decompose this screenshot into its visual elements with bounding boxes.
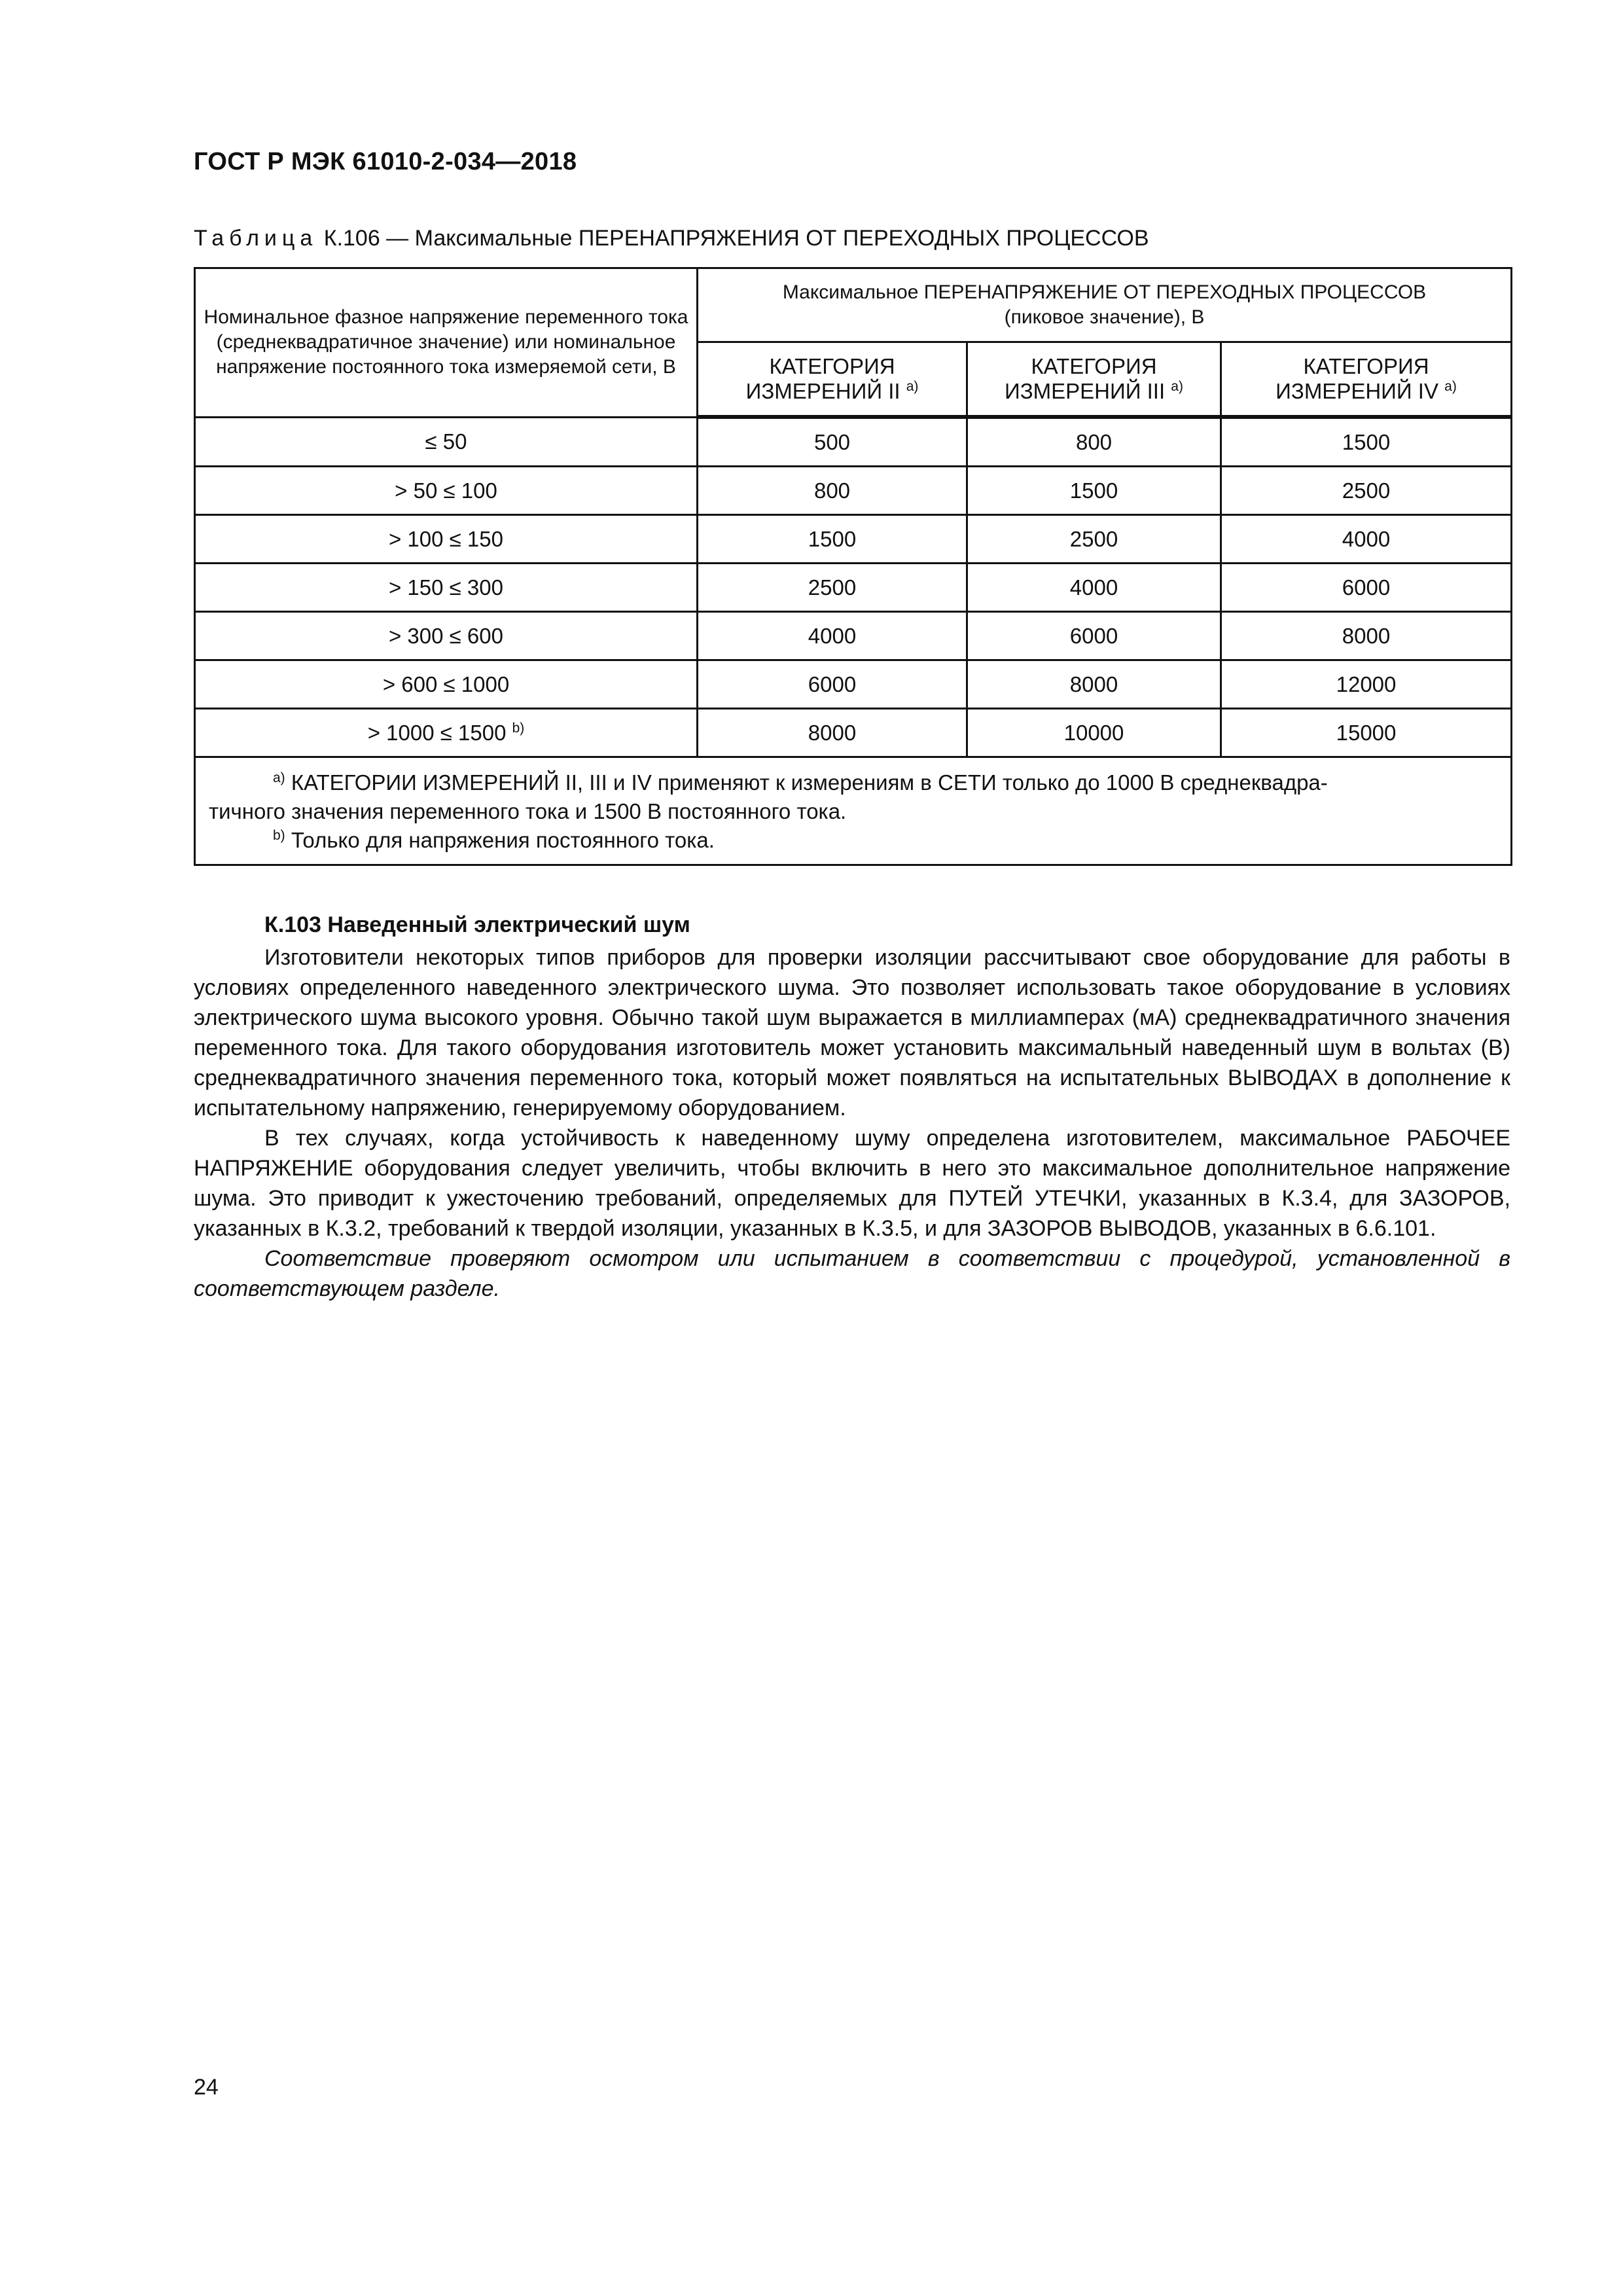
table-caption xyxy=(194,226,1149,251)
footnote-a-continuation: тичного значения переменного тока и 1500 В постоянного тока. xyxy=(209,799,847,823)
paragraph: Изготовители некоторых типов приборов для проверки изоляции рассчитывают свое оборудование для работы в условиях определенного наведенного электрического шума. Это позволяет использовать такое оборудование в условиях электрического шума высокого уровня. Обычно такой шум выражается в миллиамперах (мА) среднеквадратичного значения переменного тока. Для такого оборудования изготовитель может установить максимальный наведенный шум в вольтах (В) среднеквадратичного значения переменного тока, который может появляться на испытательных ВЫВОДАХ в дополнение к испытательному напряжению, генерируемому оборудованием. xyxy=(194,945,1510,1121)
value-cell: 2500 xyxy=(967,515,1221,564)
value-cell: 500 xyxy=(698,417,967,467)
value-cell: 8000 xyxy=(967,660,1221,709)
footnote-a-marker: а) xyxy=(1171,379,1183,394)
value-cell: 15000 xyxy=(1221,709,1512,757)
table-notes xyxy=(195,757,1512,865)
value-cell: 10000 xyxy=(967,709,1221,757)
category-header-iv xyxy=(1221,342,1512,418)
footnote-b xyxy=(209,826,1497,855)
table-caption-word: Таблица xyxy=(194,226,318,251)
voltage-cell: > 100 ≤ 150 xyxy=(195,515,698,564)
footnote-a-text: КАТЕГОРИИ ИЗМЕРЕНИЙ II, III и IV применяют к измерениям в СЕТИ только до 1000 В среднеквадра- xyxy=(285,770,1328,795)
table-row xyxy=(195,515,1512,564)
category-header-ii xyxy=(698,342,967,418)
category-header-line1: КАТЕГОРИЯ xyxy=(1031,354,1157,378)
table-row xyxy=(195,612,1512,660)
category-header-line2: ИЗМЕРЕНИЙ II xyxy=(745,379,901,403)
value-cell: 8000 xyxy=(1221,612,1512,660)
value-cell: 2500 xyxy=(1221,467,1512,515)
compliance-paragraph: Соответствие проверяют осмотром или испытанием в соответствии с процедурой, установленной в соответствующем разделе. xyxy=(194,1246,1510,1301)
footnote-a-marker: а) xyxy=(906,379,919,394)
value-cell: 8000 xyxy=(698,709,967,757)
table-row xyxy=(195,660,1512,709)
section-title: К.103 Наведенный электрический шум xyxy=(264,912,690,937)
category-header-line1: КАТЕГОРИЯ xyxy=(1303,354,1429,378)
value-cell: 6000 xyxy=(1221,564,1512,612)
footnote-b-mark: b) xyxy=(273,828,285,843)
value-cell: 800 xyxy=(698,467,967,515)
section-k103 xyxy=(194,910,1510,1304)
value-cell: 6000 xyxy=(967,612,1221,660)
value-cell: 1500 xyxy=(1221,417,1512,467)
table-notes-row xyxy=(195,757,1512,865)
footnote-a-marker: а) xyxy=(1444,379,1457,394)
group-header-line2: (пиковое значение), В xyxy=(1004,306,1205,328)
page-number: 24 xyxy=(194,2075,219,2100)
value-cell: 2500 xyxy=(698,564,967,612)
table-row xyxy=(195,467,1512,515)
value-cell: 12000 xyxy=(1221,660,1512,709)
value-cell: 1500 xyxy=(967,467,1221,515)
footnote-a xyxy=(209,768,1497,797)
category-header-iii xyxy=(967,342,1221,418)
value-cell: 4000 xyxy=(1221,515,1512,564)
table-row xyxy=(195,709,1512,757)
table-header-row xyxy=(195,268,1512,342)
category-header-line2: ИЗМЕРЕНИЙ IV xyxy=(1275,379,1438,403)
footnote-b-marker: b) xyxy=(512,720,525,736)
value-cell: 800 xyxy=(967,417,1221,467)
footnote-a-mark: а) xyxy=(273,770,285,785)
overvoltage-table xyxy=(194,267,1512,866)
value-cell: 4000 xyxy=(967,564,1221,612)
value-cell: 4000 xyxy=(698,612,967,660)
voltage-cell: > 50 ≤ 100 xyxy=(195,467,698,515)
value-cell: 6000 xyxy=(698,660,967,709)
category-header-line2: ИЗМЕРЕНИЙ III xyxy=(1005,379,1166,403)
voltage-cell: > 150 ≤ 300 xyxy=(195,564,698,612)
table-row xyxy=(195,417,1512,467)
group-header-line1: Максимальное ПЕРЕНАПРЯЖЕНИЕ ОТ ПЕРЕХОДНЫХ ПРОЦЕССОВ xyxy=(782,281,1427,303)
category-header-line1: КАТЕГОРИЯ xyxy=(769,354,895,378)
value-cell: 1500 xyxy=(698,515,967,564)
overvoltage-group-header xyxy=(698,268,1512,342)
table-caption-title: К.106 — Максимальные ПЕРЕНАПРЯЖЕНИЯ ОТ ПЕРЕХОДНЫХ ПРОЦЕССОВ xyxy=(317,226,1149,251)
document-header: ГОСТ Р МЭК 61010-2-034—2018 xyxy=(194,148,577,175)
voltage-cell: > 300 ≤ 600 xyxy=(195,612,698,660)
voltage-cell: > 600 ≤ 1000 xyxy=(195,660,698,709)
footnote-b-text: Только для напряжения постоянного тока. xyxy=(285,828,715,852)
voltage-cell: > 1000 ≤ 1500 $^{b)}$ xyxy=(195,709,698,757)
voltage-column-header: Номинальное фазное напряжение переменного тока (среднеквадратичное значение) или номинальное напряжение постоянного тока измеряемой сети, В xyxy=(195,268,698,418)
paragraph: В тех случаях, когда устойчивость к наведенному шуму определена изготовителем, максимальное РАБОЧЕЕ НАПРЯЖЕНИЕ оборудования следует увеличить, чтобы включить в него это максимальное дополнительное напряжение шума. Это приводит к ужесточению требований, определяемых для ПУТЕЙ УТЕЧКИ, указанных в К.3.4, для ЗАЗОРОВ, указанных в К.3.2, требований к твердой изоляции, указанных в К.3.5, и для ЗАЗОРОВ ВЫВОДОВ, указанных в 6.6.101. xyxy=(194,1126,1510,1241)
voltage-cell: ≤ 50 xyxy=(195,417,698,467)
table-row xyxy=(195,564,1512,612)
